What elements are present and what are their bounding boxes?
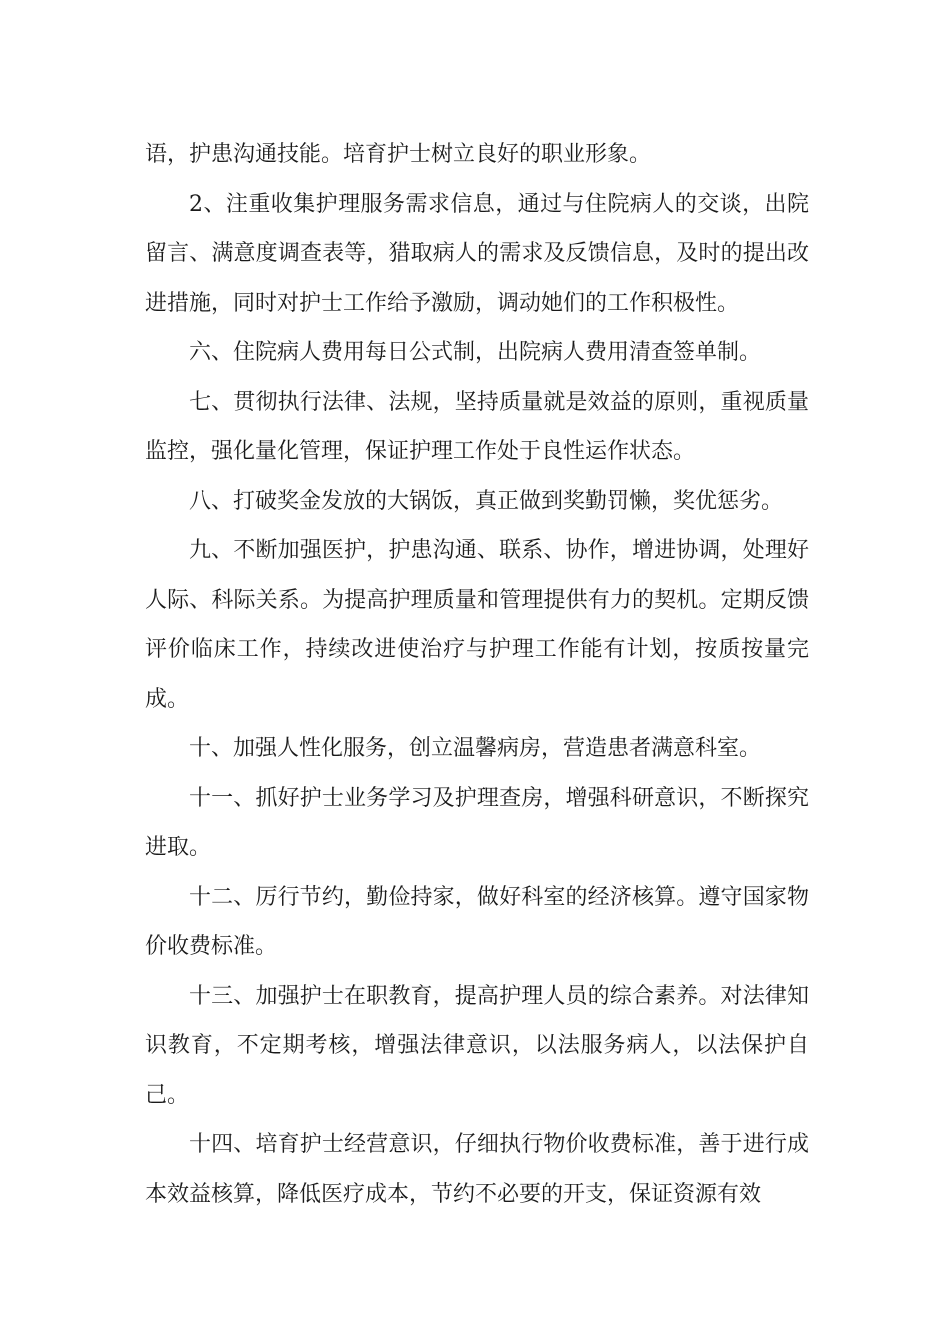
paragraph-continuation: 语，护患沟通技能。培育护士树立良好的职业形象。 [145,142,652,167]
paragraph-item-10: 十、加强人性化服务，创立温馨病房，营造患者满意科室。 [189,736,762,761]
paragraph-item-14: 十四、培育护士经营意识，仔细执行物价收费标准，善于进行成本效益核算，降低医疗成本，节约不必要的开支，保证资源有效 [145,1132,809,1207]
paragraph-item-6: 六、住院病人费用每日公式制，出院病人费用清查签单制。 [189,340,762,365]
paragraph-item-11: 十一、抓好护士业务学习及护理查房，增强科研意识，不断探究进取。 [145,785,809,860]
paragraph-item-12: 十二、厉行节约，勤俭持家，做好科室的经济核算。遵守国家物价收费标准。 [145,884,809,959]
paragraph-item-7: 七、贯彻执行法律、法规，坚持质量就是效益的原则，重视质量监控，强化量化管理，保证护理工作处于良性运作状态。 [145,389,809,464]
paragraph-item-2: 2、注重收集护理服务需求信息，通过与住院病人的交谈，出院留言、满意度调查表等，猎取病人的需求及反馈信息，及时的提出改进措施，同时对护士工作给予激励，调动她们的工作积极性。 [145,191,809,316]
paragraph-item-8: 八、打破奖金发放的大锅饭，真正做到奖勤罚懒，奖优惩劣。 [189,488,784,514]
paragraph-item-13: 十三、加强护士在职教育，提高护理人员的综合素养。对法律知识教育，不定期考核，增强法律意识，以法服务病人，以法保护自己。 [145,983,809,1108]
document-body [145,130,809,1219]
paragraph-item-9: 九、不断加强医护，护患沟通、联系、协作，增进协调，处理好人际、科际关系。为提高护理质量和管理提供有力的契机。定期反馈评价临床工作，持续改进使治疗与护理工作能有计划，按质按量完成。 [145,538,809,712]
